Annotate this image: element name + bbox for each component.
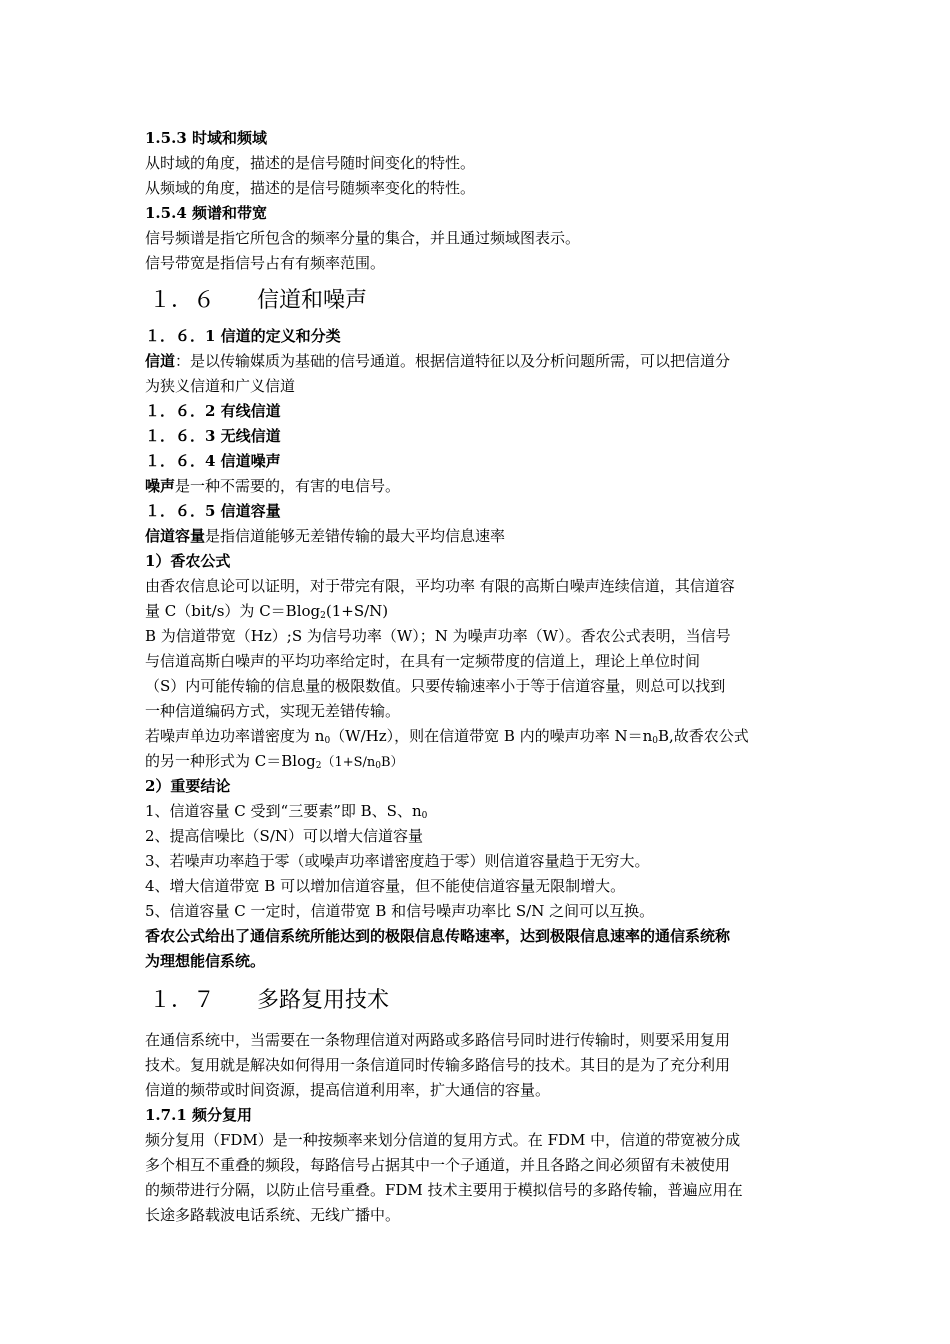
paragraph-line: 由香农信息论可以证明，对于带完有限，平均功率 有限的高斯白噪声连续信道，其信道容 bbox=[145, 577, 735, 595]
chapter-title: 多路复用技术 bbox=[257, 988, 390, 1013]
chapter-heading-1-7 bbox=[145, 980, 810, 1022]
subheading-shannon: 1）香农公式 bbox=[145, 552, 231, 570]
section-heading-1-6-1: １．６．1 信道的定义和分类 bbox=[145, 327, 341, 345]
section-heading-1-5-4: 1.5.4 频谱和带宽 bbox=[145, 204, 267, 222]
formula-text: 的另一种形式为 C＝Blog bbox=[145, 752, 316, 770]
formula-text: (1+S/N) bbox=[325, 602, 389, 620]
section-heading-1-5-3: 1.5.3 时域和频域 bbox=[145, 129, 267, 147]
paragraph-line: 信号频谱是指它所包含的频率分量的集合，并且通过频域图表示。 bbox=[145, 229, 581, 247]
list-item: 5、信道容量 C 一定时，信道带宽 B 和信号噪声功率比 S/N 之间可以互换。 bbox=[145, 902, 655, 920]
paragraph-line: 信道的频带或时间资源，提高信道利用率，扩大通信的容量。 bbox=[145, 1081, 551, 1099]
chapter-title: 信道和噪声 bbox=[257, 288, 368, 313]
list-item: 4、增大信道带宽 B 可以增加信道容量，但不能使信道容量无限制增大。 bbox=[145, 877, 626, 895]
paragraph-text: （W/Hz），则在信道带宽 B 内的噪声功率 N＝n bbox=[330, 727, 653, 745]
paragraph-line bbox=[145, 524, 810, 549]
subscript: 2 bbox=[315, 761, 322, 771]
subscript: 0 bbox=[652, 736, 658, 746]
term-capacity: 信道容量 bbox=[145, 527, 206, 545]
paragraph-text: ：是以传输媒质为基础的信号通道。根据信道特征以及分析问题所需，可以把信道分 bbox=[175, 352, 731, 370]
paragraph-line: 从频域的角度，描述的是信号随频率变化的特性。 bbox=[145, 179, 476, 197]
paragraph-line: 多个相互不重叠的频段，每路信号占据其中一个子通道，并且各路之间必须留有未被使用 bbox=[145, 1156, 731, 1174]
section-heading-1-6-2: １．６．2 有线信道 bbox=[145, 402, 281, 420]
paragraph-line: 一种信道编码方式，实现无差错传输。 bbox=[145, 702, 401, 720]
paragraph-text: 若噪声单边功率谱密度为 n bbox=[145, 727, 325, 745]
section-heading-1-6-5: １．６．5 信道容量 bbox=[145, 502, 281, 520]
list-item bbox=[145, 799, 810, 824]
paragraph-line bbox=[145, 349, 810, 374]
bold-conclusion-line: 香农公式给出了通信系统所能达到的极限信息传略速率，达到极限信息速率的通信系统称 bbox=[145, 927, 731, 945]
paragraph-line: 为狭义信道和广义信道 bbox=[145, 377, 296, 395]
term-noise: 噪声 bbox=[145, 477, 176, 495]
paragraph-line: 从时域的角度，描述的是信号随时间变化的特性。 bbox=[145, 154, 476, 172]
section-heading-1-6-4: １．６．4 信道噪声 bbox=[145, 452, 281, 470]
paragraph-line: 与信道高斯白噪声的平均功率给定时，在具有一定频带度的信道上，理论上单位时间 bbox=[145, 652, 701, 670]
list-item: 2、提高信噪比（S/N）可以增大信道容量 bbox=[145, 827, 423, 845]
subscript: 0 bbox=[324, 736, 331, 746]
formula-text: 量 C（bit/s）为 C＝Blog bbox=[145, 602, 321, 620]
paragraph-line: B 为信道带宽（Hz）;S 为信号功率（W）；N 为噪声功率（W）。香农公式表明，当信号 bbox=[145, 627, 731, 645]
paragraph-text: B,故香农公式 bbox=[657, 727, 749, 745]
chapter-number: １．６ bbox=[149, 288, 216, 313]
formula-line bbox=[145, 749, 810, 774]
chapter-number: １．７ bbox=[149, 988, 216, 1013]
paragraph-line: 长途多路载波电话系统、无线广播中。 bbox=[145, 1206, 401, 1224]
chapter-heading-1-6 bbox=[145, 280, 810, 322]
subscript: 0 bbox=[421, 811, 428, 821]
paragraph-text: 是指信道能够无差错传输的最大平均信息速率 bbox=[205, 527, 506, 545]
bold-conclusion-line: 为理想能信系统。 bbox=[145, 952, 266, 970]
paragraph-line: 的频带进行分隔，以防止信号重叠。FDM 技术主要用于模拟信号的多路传输，普遍应用在 bbox=[145, 1181, 743, 1199]
subscript: 2 bbox=[320, 611, 326, 621]
paragraph-line: 技术。复用就是解决如何得用一条信道同时传输多路信号的技术。其目的是为了充分利用 bbox=[145, 1056, 731, 1074]
formula-text: （1+S/n bbox=[321, 755, 376, 770]
subheading-conclusions: 2）重要结论 bbox=[145, 777, 231, 795]
paragraph-line: 信号带宽是指信号占有有频率范围。 bbox=[145, 254, 386, 272]
formula-line bbox=[145, 599, 810, 624]
formula-text: B） bbox=[381, 755, 404, 770]
document-page bbox=[145, 126, 810, 1228]
paragraph-line bbox=[145, 724, 810, 749]
section-heading-1-7-1: 1.7.1 频分复用 bbox=[145, 1106, 252, 1124]
subscript: 0 bbox=[375, 761, 381, 771]
paragraph-text: 是一种不需要的，有害的电信号。 bbox=[175, 477, 401, 495]
list-item: 3、若噪声功率趋于零（或噪声功率谱密度趋于零）则信道容量趋于无穷大。 bbox=[145, 852, 650, 870]
section-heading-1-6-3: １．６．3 无线信道 bbox=[145, 427, 281, 445]
paragraph-line bbox=[145, 474, 810, 499]
paragraph-line: （S）内可能传输的信息量的极限数值。只要传输速率小于等于信道容量，则总可以找到 bbox=[145, 677, 726, 695]
list-item-text: 1、信道容量 C 受到“三要素”即 B、S、n bbox=[145, 802, 422, 820]
paragraph-line: 在通信系统中，当需要在一条物理信道对两路或多路信号同时进行传输时，则要采用复用 bbox=[145, 1031, 731, 1049]
term-channel: 信道 bbox=[145, 352, 176, 370]
paragraph-line: 频分复用（FDM）是一种按频率来划分信道的复用方式。在 FDM 中，信道的带宽被分成 bbox=[145, 1131, 741, 1149]
